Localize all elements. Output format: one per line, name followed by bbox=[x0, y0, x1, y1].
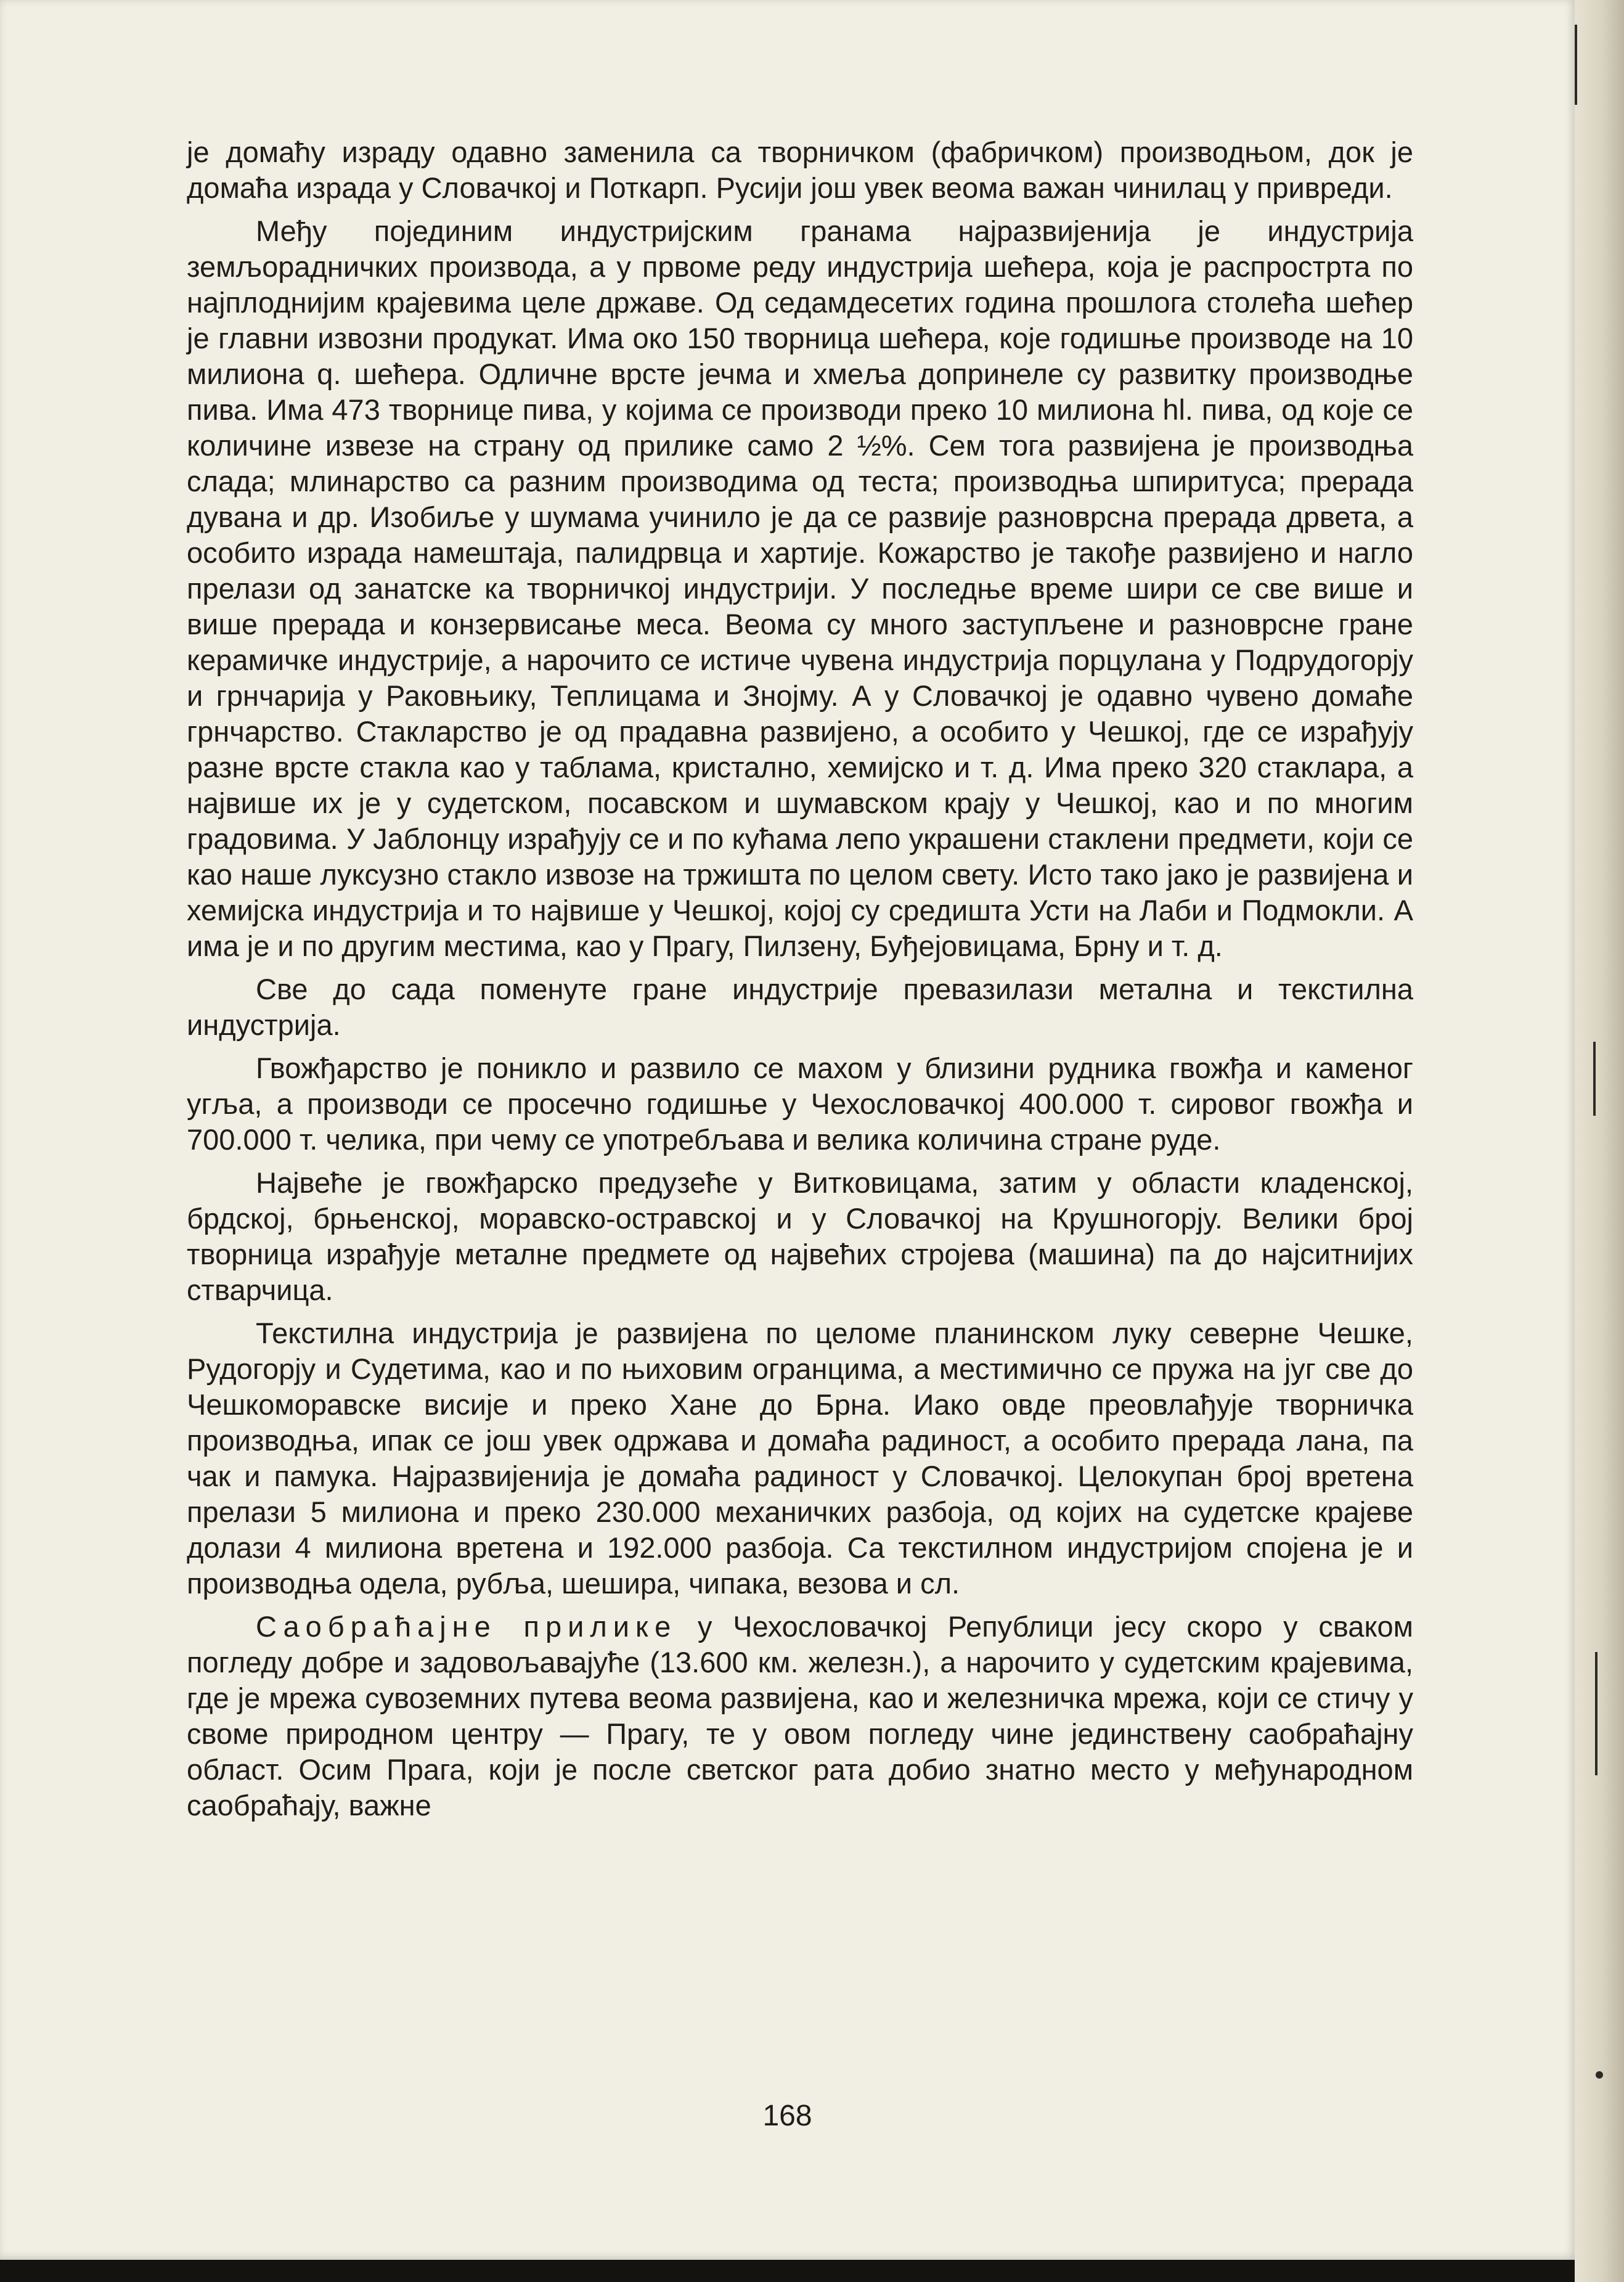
binding-mark bbox=[1595, 1652, 1597, 1775]
traffic-text: у Чехословачкој Републици јесу скоро у сваком погледу добре и задовољавајуће (13.600 км. железн.), а нарочито у судетским крајевима, где је мрежа сувоземних путева веома развијена, као и железничка мрежа, који се стичу у своме природном центру — Прагу, те у овом погледу чине јединствену саобраћајну област. Осим Прага, који је после светског рата добио знатно место у међународном саобраћају, важне bbox=[187, 1610, 1413, 1822]
binding-dot bbox=[1596, 2071, 1603, 2079]
paragraph-largest-ironworks: Највеће је гвожђарско предузеће у Витковицама, затим у области кладенској, брдској, брњенској, моравско-остравској и у Словачкој на Крушногорју. Велики број творница израђује металне предмете од највећих стројева (машина) па до најситнијих стварчица. bbox=[187, 1166, 1413, 1306]
body-text bbox=[187, 134, 1413, 1831]
paragraph-traffic bbox=[187, 1609, 1413, 1823]
paragraph-industry-branches: Међу појединим индустријским гранама најразвијенија је индустрија земљорадничких производа, а у првоме реду индустрија шећера, која је распрострта по најплоднијим крајевима целе државе. Од седамдесетих година прошлога столећа шећер је главни извозни продукат. Има око 150 творница шећера, које годишње производе на 10 милиона q. шећера. Одличне врсте јечма и хмеља допринеле су развитку производње пива. Има 473 творнице пива, у којима се производи преко 10 милиона hl. пива, од које се количине извезе на страну од прилике само 2 ½%. Сем тога развијена је производња слада; млинарство са разним производима од теста; производња шпиритуса; прерада дувана и др. Изобиље у шумама учинило је да се развије разноврсна прерада дрвета, а особито израда намештаја, палидрвца и хартије. Кожарство је такође развијено и нагло прелази од занатске ка творничкој индустрији. У последње време шири се све више и више прерада и конзервисање меса. Веома су много заступљене и разноврсне гране керамичке индустрије, а нарочито се истиче чувена индустрија порцулана у Подрудогорју и грнчарија у Раковњику, Теплицама и Знојму. А у Словачкој је одавно чувено домаће грнчарство. Стакларство је од прадавна развијено, а особито у Чешкој, где се израђују разне врсте стакла као у таблама, кристално, хемијско и т. д. Има преко 320 стаклара, а највише их је у судетском, посавском и шумавском крају у Чешкој, као и по многим градовима. У Јаблонцу израђују се и по кућама лепо украшени стаклени предмети, који се као наше луксузно стакло извозе на тржишта по целом свету. Исто тако јако је развијена и хемијска индустрија и то највише у Чешкој, којој су средишта Усти на Лаби и Подмокли. А има је и по другим местима, као у Прагу, Пилзену, Буђејовицама, Брну и т. д. bbox=[187, 215, 1413, 962]
paragraph-continuation: је домаћу израду одавно заменила са творничком (фабричком) производњом, док је домаћа израда у Словачкој и Поткарп. Русији још увек веома важан чинилац у привреди. bbox=[187, 136, 1413, 204]
page-gutter bbox=[1575, 0, 1624, 2282]
paragraph-textile-industry: Текстилна индустрија је развијена по целоме планинском луку северне Чешке, Рудогорју и Судетима, као и по њиховим огранцима, а местимично се пружа на југ све до Чешкоморавске висије и преко Хане до Брна. Иако овде преовлађује творничка производња, ипак се још увек одржава и домаћа радиност, а особито прерада лана, па чак и памука. Најразвијенија је домаћа радиност у Словачкој. Целокупан број вретена прелази 5 милиона и преко 230.000 механичких разбоја, од којих на судетске крајеве долази 4 милиона вретена и 192.000 разбоја. Са текстилном индустријом спојена је и производња одела, рубља, шешира, чипака, везова и сл. bbox=[187, 1317, 1413, 1600]
binding-mark bbox=[1593, 1042, 1596, 1116]
binding-mark bbox=[1575, 25, 1577, 105]
page-number: 168 bbox=[762, 2100, 812, 2132]
paragraph-metal-textile: Све до сада поменуте гране индустрије превазилази метална и текстилна индустрија. bbox=[187, 973, 1413, 1041]
paragraph-iron-industry: Гвожђарство је поникло и развило се махом у близини рудника гвожђа и каменог угља, а производи се просечно годишње у Чехословачкој 400.000 т. сировог гвожђа и 700.000 т. челика, при чему се употребљава и велика количина стране руде. bbox=[187, 1052, 1413, 1156]
spaced-heading: Саобраћајне прилике bbox=[256, 1610, 677, 1643]
